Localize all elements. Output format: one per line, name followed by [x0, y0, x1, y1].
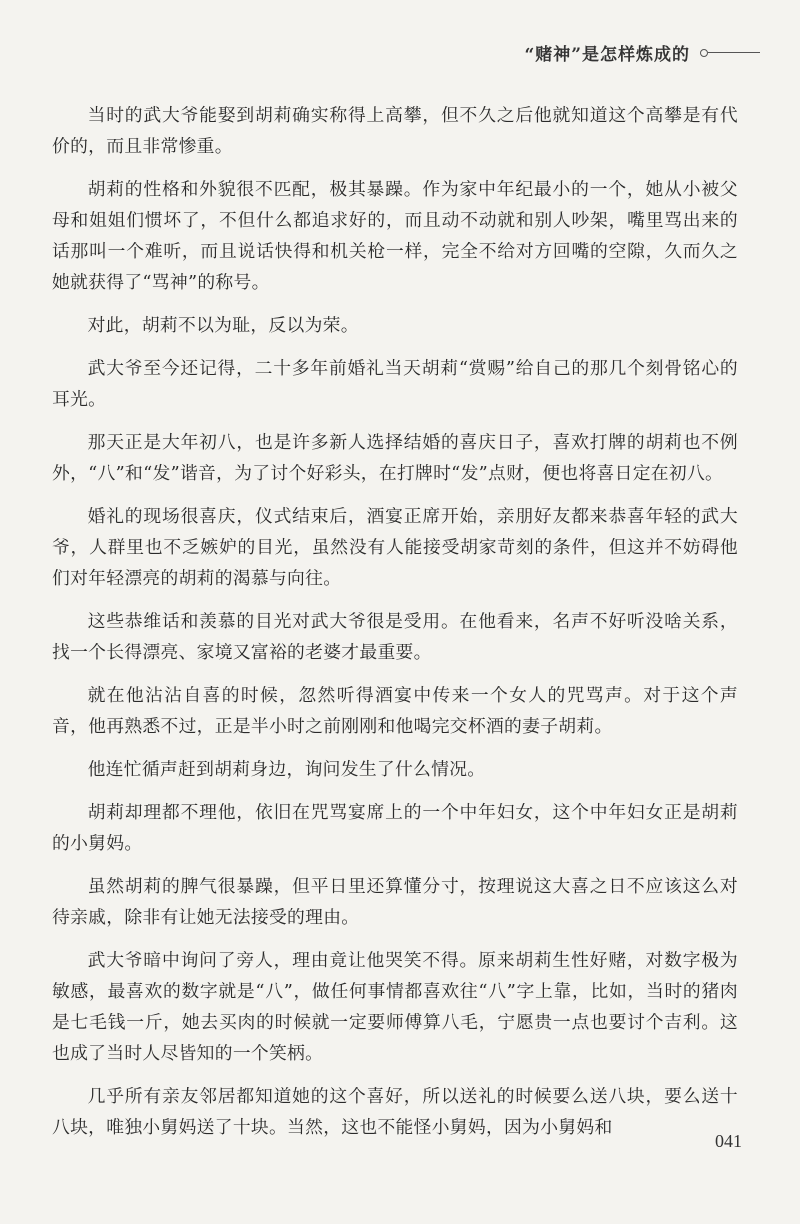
- header-rule: [708, 52, 760, 54]
- running-title: “赌神”是怎样炼成的: [524, 45, 690, 65]
- page-number: 041: [715, 1131, 742, 1151]
- paragraph: 这些恭维话和羡慕的目光对武大爷很是受用。在他看来，名声不好听没啥关系，找一个长得漂亮、家境又富裕的老婆才最重要。: [52, 611, 738, 663]
- running-header: [524, 40, 760, 65]
- paragraph: 几乎所有亲友邻居都知道她的这个喜好，所以送礼的时候要么送八块，要么送十八块，唯独小舅妈送了十块。当然，这也不能怪小舅妈，因为小舅妈和: [52, 1086, 738, 1138]
- paragraph: 当时的武大爷能娶到胡莉确实称得上高攀，但不久之后他就知道这个高攀是有代价的，而且非常惨重。: [52, 105, 738, 157]
- paragraph: 婚礼的现场很喜庆，仪式结束后，酒宴正席开始，亲朋好友都来恭喜年轻的武大爷，人群里也不乏嫉妒的目光，虽然没有人能接受胡家苛刻的条件，但这并不妨碍他们对年轻漂亮的胡莉的渴慕与向往。: [52, 506, 738, 589]
- paragraph: 就在他沾沾自喜的时候，忽然听得酒宴中传来一个女人的咒骂声。对于这个声音，他再熟悉不过，正是半小时之前刚刚和他喝完交杯酒的妻子胡莉。: [52, 685, 738, 737]
- paragraph: 武大爷暗中询问了旁人，理由竟让他哭笑不得。原来胡莉生性好赌，对数字极为敏感，最喜欢的数字就是“八”，做任何事情都喜欢往“八”字上靠，比如，当时的猪肉是七毛钱一斤，她去买肉的时候就一定要师傅算八毛，宁愿贵一点也要讨个吉利。这也成了当时人尽皆知的一个笑柄。: [52, 950, 738, 1064]
- paragraph: 他连忙循声赶到胡莉身边，询问发生了什么情况。: [87, 759, 486, 780]
- circle-ornament-icon: [700, 49, 708, 57]
- header-ornament: [700, 49, 760, 57]
- paragraph: 胡莉却理都不理他，依旧在咒骂宴席上的一个中年妇女，这个中年妇女正是胡莉的小舅妈。: [52, 802, 738, 854]
- body-text: [52, 100, 738, 1155]
- paragraph: 对此，胡莉不以为耻，反以为荣。: [87, 315, 359, 336]
- paragraph: 武大爷至今还记得，二十多年前婚礼当天胡莉“赏赐”给自己的那几个刻骨铭心的耳光。: [52, 358, 738, 410]
- paragraph: 那天正是大年初八，也是许多新人选择结婚的喜庆日子，喜欢打牌的胡莉也不例外，“八”和“发”谐音，为了讨个好彩头，在打牌时“发”点财，便也将喜日定在初八。: [52, 432, 738, 484]
- paragraph: 虽然胡莉的脾气很暴躁，但平日里还算懂分寸，按理说这大喜之日不应该这么对待亲戚，除非有让她无法接受的理由。: [52, 876, 738, 928]
- paragraph: 胡莉的性格和外貌很不匹配，极其暴躁。作为家中年纪最小的一个，她从小被父母和姐姐们惯坏了，不但什么都追求好的，而且动不动就和别人吵架，嘴里骂出来的话那叫一个难听，而且说话快得和机关枪一样，完全不给对方回嘴的空隙，久而久之她就获得了“骂神”的称号。: [52, 179, 738, 293]
